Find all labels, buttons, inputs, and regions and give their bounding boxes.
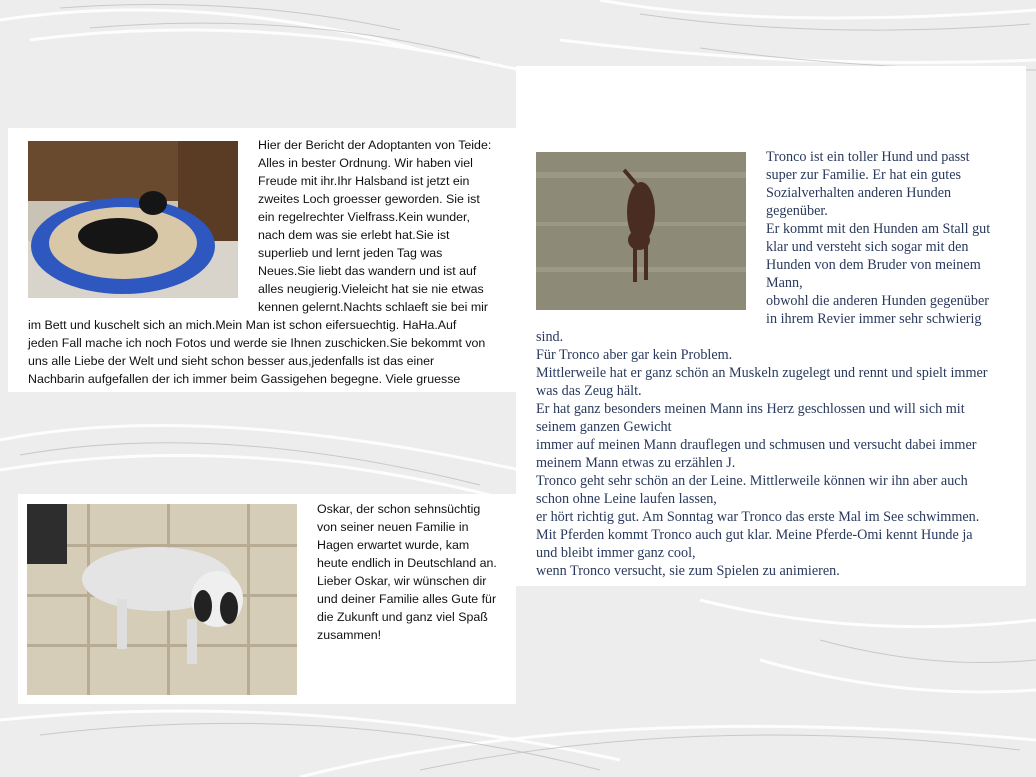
tronco-line: super zur Familie. Er hat ein gutes [766, 167, 962, 183]
tronco-line: meinem Mann etwas zu erzählen J. [536, 455, 736, 471]
tronco-line: sind. [536, 329, 564, 345]
oskar-line: und deiner Familie alles Gute für [317, 592, 497, 606]
tronco-line: obwohl die anderen Hunden gegenüber [766, 293, 989, 309]
tronco-line: Für Tronco aber gar kein Problem. [536, 347, 733, 363]
tronco-text-full [536, 328, 1024, 580]
tronco-line: Er hat ganz besonders meinen Mann ins Herz geschlossen und will sich mit [536, 401, 965, 417]
oskar-text [317, 500, 517, 644]
brown-dog-on-grass-photo [536, 152, 746, 310]
teide-line: ein regelrechter Vielfrass.Kein wunder, [258, 210, 470, 224]
tronco-line: Mittlerweile hat er ganz schön an Muskeln zugelegt und rennt und spielt immer [536, 365, 988, 381]
oskar-line: Oskar, der schon sehnsüchtig [317, 502, 481, 516]
teide-line: Hier der Bericht der Adoptanten von Teide: [258, 138, 492, 152]
oskar-line: Lieber Oskar, wir wünschen dir [317, 574, 487, 588]
tronco-line: in ihrem Revier immer sehr schwierig [766, 311, 982, 327]
tronco-line: Hunden von dem Bruder von meinem [766, 257, 981, 273]
oskar-line: Hagen erwartet wurde, kam [317, 538, 470, 552]
tronco-line: und bleibt immer ganz cool, [536, 545, 696, 561]
oskar-line: von seiner neuen Familie in [317, 520, 469, 534]
tronco-line: klar und versteht sich sogar mit den [766, 239, 969, 255]
teide-text [258, 136, 513, 316]
tronco-line: wenn Tronco versucht, sie zum Spielen zu animieren. [536, 563, 840, 579]
teide-line: alles neugierig.Vieleicht hat sie nie etwas [258, 282, 484, 296]
teide-line: superlieb und lernt jeden Tag was [258, 246, 443, 260]
dog-in-basket-photo [28, 141, 238, 298]
teide-line: Freude mit ihr.Ihr Halsband ist jetzt ein [258, 174, 470, 188]
tronco-text [766, 148, 1021, 328]
teide-line: Neues.Sie liebt das wandern und ist auf [258, 264, 477, 278]
teide-line: Nachbarin aufgefallen der ich immer beim Gassigehen begegne. Viele gruesse [28, 372, 461, 386]
tronco-line: Er kommt mit den Hunden am Stall gut [766, 221, 991, 237]
oskar-line: die Zukunft und ganz viel Spaß [317, 610, 488, 624]
tronco-line: er hört richtig gut. Am Sonntag war Tronco das erste Mal im See schwimmen. [536, 509, 980, 525]
oskar-line: heute endlich in Deutschland an. [317, 556, 497, 570]
teide-line: nach dem was sie erlebt hat.Sie ist [258, 228, 450, 242]
teide-line: jeden Fall mache ich noch Fotos und werde sie Ihnen zuschicken.Sie bekommt von [28, 336, 486, 350]
tronco-line: Mann, [766, 275, 803, 291]
teide-line: Alles in bester Ordnung. Wir haben viel [258, 156, 473, 170]
teide-line: im Bett und kuschelt sich an mich.Mein Man ist schon eifersuechtig. HaHa.Auf [28, 318, 457, 332]
tronco-line: Tronco ist ein toller Hund und passt [766, 149, 970, 165]
tronco-line: schon ohne Leine laufen lassen, [536, 491, 717, 507]
tronco-line: Mit Pferden kommt Tronco auch gut klar. Meine Pferde-Omi kennt Hunde ja [536, 527, 973, 543]
tronco-line: was das Zeug hält. [536, 383, 642, 399]
teide-line: kennen gelernt.Nachts schlaeft sie bei mir [258, 300, 489, 314]
teide-text-full [28, 316, 518, 388]
tronco-line: gegenüber. [766, 203, 828, 219]
tronco-line: Sozialverhalten anderen Hunden [766, 185, 952, 201]
spaniel-on-carpet-photo [27, 504, 297, 695]
tronco-line: immer auf meinen Mann drauflegen und schmusen und versucht dabei immer [536, 437, 977, 453]
oskar-line: zusammen! [317, 628, 382, 642]
teide-line: uns alle Liebe der Welt und sieht schon besser aus,jedenfalls ist das einer [28, 354, 435, 368]
tronco-line: seinem ganzen Gewicht [536, 419, 672, 435]
tronco-line: Tronco geht sehr schön an der Leine. Mittlerweile können wir ihn aber auch [536, 473, 968, 489]
teide-line: zweites Loch groesser geworden. Sie ist [258, 192, 480, 206]
